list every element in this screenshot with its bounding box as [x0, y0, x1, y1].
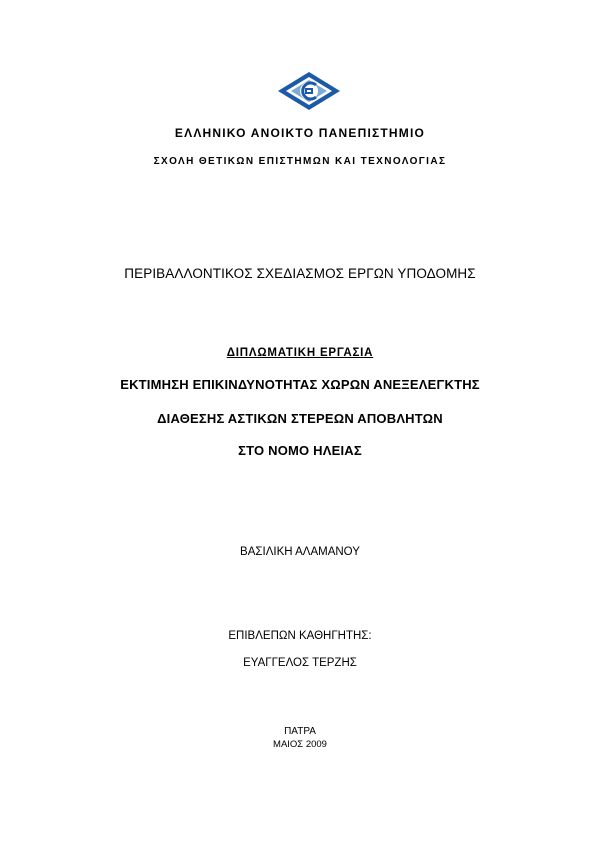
thesis-title-line-1: ΕΚΤΙΜΗΣΗ ΕΠΙΚΙΝΔΥΝΟΤΗΤΑΣ ΧΩΡΩΝ ΑΝΕΞΕΛΕΓΚΤΗΣ — [120, 377, 480, 392]
thesis-label: ΔΙΠΛΩΜΑΤΙΚΗ ΕΡΓΑΣΙΑ — [226, 347, 374, 359]
author-name: ΒΑΣΙΛΙΚΗ ΑΛΑΜΑΝΟΥ — [240, 546, 360, 558]
supervisor-label: ΕΠΙΒΛΕΠΩΝ ΚΑΘΗΓΗΤΗΣ: — [228, 630, 372, 642]
university-logo-icon — [277, 71, 341, 111]
school-name: ΣΧΟΛΗ ΘΕΤΙΚΩΝ ΕΠΙΣΤΗΜΩΝ ΚΑΙ ΤΕΧΝΟΛΟΓΙΑΣ — [153, 156, 447, 167]
thesis-title-line-2: ΔΙΑΘΕΣΗΣ ΑΣΤΙΚΩΝ ΣΤΕΡΕΩΝ ΑΠΟΒΛΗΤΩΝ — [157, 411, 443, 426]
city: ΠΑΤΡΑ — [284, 726, 316, 737]
program-name: ΠΕΡΙΒΑΛΛΟΝΤΙΚΟΣ ΣΧΕΔΙΑΣΜΟΣ ΕΡΓΩΝ ΥΠΟΔΟΜΗΣ — [124, 266, 476, 281]
thesis-title-line-3: ΣΤΟ ΝΟΜΟ ΗΛΕΙΑΣ — [238, 443, 362, 458]
university-name: ΕΛΛΗΝΙΚΟ ΑΝΟΙΚΤΟ ΠΑΝΕΠΙΣΤΗΜΙΟ — [174, 126, 426, 140]
date: ΜΑΙΟΣ 2009 — [273, 739, 327, 750]
supervisor-name: ΕΥΑΓΓΕΛΟΣ ΤΕΡΖΗΣ — [243, 657, 357, 669]
